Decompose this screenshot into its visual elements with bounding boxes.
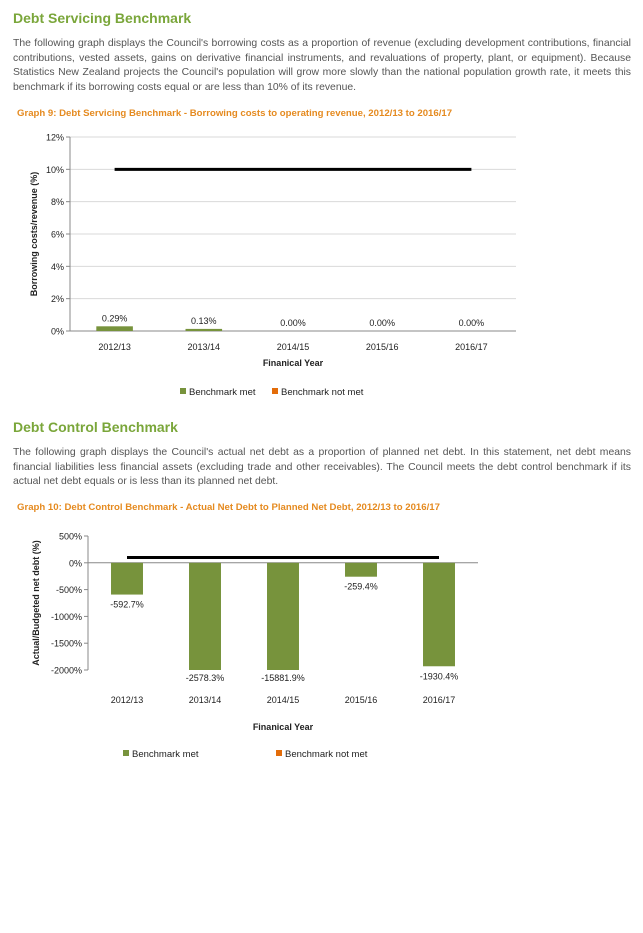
x-tick-label: 2013/14 [188,695,222,705]
debt-servicing-description: The following graph displays the Council's borrowing costs as a proportion of revenue (excluding development contributions, financial contributions, vested assets, gains on derivative financial instruments, and revaluations of property, plant, or equipment). Because Statistics New Zealand projects the Council's population will grow more slowly than the national population growth rate, it meets this benchmark if its borrowing costs equal or are less than 10% of its revenue. [13,38,631,93]
legend-label: Benchmark not met [281,387,364,398]
x-axis-title: Finanical Year [252,722,314,732]
data-label: -1930.4% [419,671,459,682]
bar-2012-13 [111,563,143,595]
x-tick-label: 2012/13 [98,342,131,352]
x-tick-label: 2013/14 [187,342,221,352]
y-tick-label: -1000% [50,611,82,622]
y-tick-label: 10% [45,164,64,175]
x-tick-label: 2014/15 [276,342,310,352]
data-label: 0.00% [369,318,395,328]
data-label: -2578.3% [185,673,225,683]
legend-swatch [123,750,129,756]
y-axis-title: Actual/Budgeted net debt (%) [31,540,41,666]
data-label: 0.00% [280,318,306,328]
y-tick-label: 2% [50,294,64,305]
y-tick-label: -1500% [50,638,82,649]
legend-swatch [276,750,282,756]
x-tick-label: 2016/17 [422,695,456,705]
x-tick-label: 2014/15 [266,695,300,705]
x-axis-title: Finanical Year [262,358,324,368]
y-tick-label: 500% [58,531,82,542]
bar-2013-14 [189,563,221,670]
legend-label: Benchmark not met [285,749,368,760]
y-tick-label: 12% [45,132,64,143]
data-label: 0.13% [191,315,217,326]
bar-2014-15 [267,563,299,670]
bar-2015-16 [345,563,377,577]
legend-label: Benchmark met [189,387,256,398]
data-label: -15881.9% [261,673,305,683]
y-tick-label: 0% [50,326,64,337]
data-label: -592.7% [110,599,144,610]
x-tick-label: 2012/13 [110,695,144,705]
section-heading-debt-servicing: Debt Servicing Benchmark [13,10,192,26]
bar-2016-17 [423,563,455,666]
y-tick-label: -500% [55,585,82,596]
data-label: 0.00% [458,318,485,328]
x-tick-label: 2015/16 [344,695,378,705]
graph10-title: Graph 10: Debt Control Benchmark - Actual Net Debt to Planned Net Debt, 2012/13 to 2016/17 [17,502,440,513]
legend-label: Benchmark met [132,749,199,760]
y-tick-label: 6% [50,229,64,240]
y-axis-title: Borrowing costs/revenue (%) [29,171,39,297]
x-tick-label: 2016/17 [455,342,488,352]
y-tick-label: -2000% [50,665,82,676]
y-tick-label: 8% [50,197,64,208]
graph9-title: Graph 9: Debt Servicing Benchmark - Borrowing costs to operating revenue, 2012/13 to 2016/17 [17,108,453,119]
section-heading-debt-control: Debt Control Benchmark [13,419,178,435]
data-label: -259.4% [344,581,378,592]
data-label: 0.29% [101,313,128,324]
y-tick-label: 4% [50,261,64,272]
x-tick-label: 2015/16 [365,342,399,352]
y-tick-label: 0% [68,558,82,569]
debt-control-description: The following graph displays the Council's actual net debt as a proportion of planned net debt. In this statement, net debt means financial liabilities less financial assets (excluding trade and other receivables). The Council meets the debt control benchmark if its actual net debt equals or is less than its planned net debt. [13,447,631,488]
